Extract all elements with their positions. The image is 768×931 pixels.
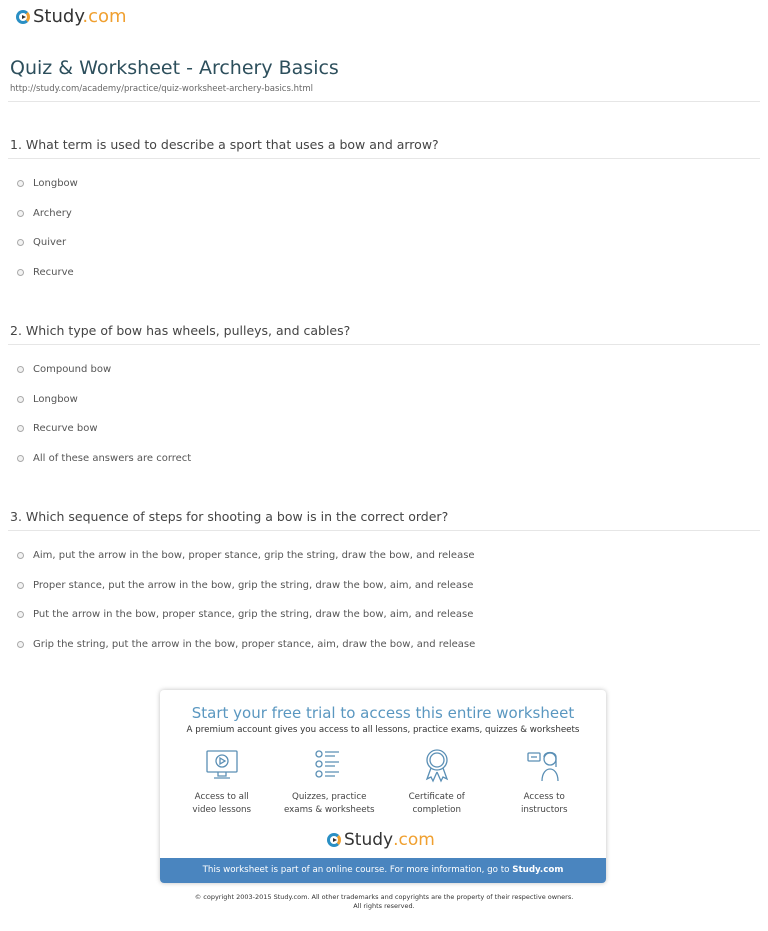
answer-option[interactable] <box>17 178 78 189</box>
answer-option[interactable] <box>17 237 66 248</box>
study-logo[interactable] <box>16 6 127 27</box>
page-url: http://study.com/academy/practice/quiz-worksheet-archery-basics.html <box>10 84 313 94</box>
radio-button[interactable] <box>17 396 24 403</box>
radio-button[interactable] <box>17 552 24 559</box>
answer-option[interactable] <box>17 394 78 405</box>
divider <box>8 101 760 102</box>
divider <box>8 158 760 159</box>
feature-certificate <box>387 747 487 817</box>
monitor-play-icon <box>204 747 240 783</box>
feature-quizzes <box>279 747 379 817</box>
radio-button[interactable] <box>17 366 24 373</box>
feature-label: Access to all <box>194 792 249 802</box>
radio-button[interactable] <box>17 425 24 432</box>
radio-button[interactable] <box>17 582 24 589</box>
question-text: 2. Which type of bow has wheels, pulleys, and cables? <box>10 323 351 338</box>
option-label: Put the arrow in the bow, proper stance, grip the string, draw the bow, aim, and release <box>33 609 474 621</box>
feature-label: instructors <box>520 805 568 815</box>
play-logo-icon <box>16 10 30 24</box>
feature-instructors <box>494 747 594 817</box>
answer-option[interactable] <box>17 453 191 464</box>
feature-label: exams & worksheets <box>283 805 375 815</box>
option-label: Compound bow <box>33 364 112 375</box>
radio-button[interactable] <box>17 210 24 217</box>
option-label: Grip the string, put the arrow in the bow, proper stance, aim, draw the bow, and release <box>33 639 476 651</box>
answer-option[interactable] <box>17 364 111 375</box>
radio-button[interactable] <box>17 641 24 648</box>
question-text: 3. Which sequence of steps for shooting a bow is in the correct order? <box>10 509 449 524</box>
copyright-line: All rights reserved. <box>353 902 415 910</box>
answer-option[interactable] <box>17 267 74 278</box>
radio-button[interactable] <box>17 180 24 187</box>
page-title: Quiz & Worksheet - Archery Basics <box>10 57 339 79</box>
play-logo-icon <box>327 833 341 847</box>
option-label: Proper stance, put the arrow in the bow, grip the string, draw the bow, aim, and release <box>33 579 474 591</box>
option-label: Quiver <box>33 237 67 249</box>
instructor-icon <box>526 747 562 783</box>
logo-name: Study <box>344 830 394 850</box>
answer-option[interactable] <box>17 208 72 219</box>
feature-video <box>172 747 272 817</box>
logo-name: Study <box>33 6 83 27</box>
feature-label: Quizzes, practice <box>292 792 367 802</box>
answer-option[interactable] <box>17 423 98 434</box>
option-label: Recurve bow <box>33 423 98 435</box>
answer-option[interactable] <box>17 580 473 591</box>
feature-label: Certificate of <box>408 792 465 802</box>
option-label: Longbow <box>33 178 78 189</box>
info-text: This worksheet is part of an online course. For more information, go to <box>202 865 513 875</box>
question-text: 1. What term is used to describe a sport that uses a bow and arrow? <box>10 137 439 152</box>
divider <box>8 344 760 345</box>
option-label: Longbow <box>33 393 78 405</box>
logo-text <box>33 6 127 27</box>
promo-study-logo[interactable] <box>327 830 435 850</box>
radio-button[interactable] <box>17 239 24 246</box>
option-label: Aim, put the arrow in the bow, proper stance, grip the string, draw the bow, and release <box>33 550 475 561</box>
answer-option[interactable] <box>17 550 475 561</box>
logo-tld: .com <box>393 830 435 850</box>
radio-button[interactable] <box>17 455 24 462</box>
free-trial-panel <box>160 690 606 883</box>
feature-label: video lessons <box>192 805 252 815</box>
radio-button[interactable] <box>17 269 24 276</box>
radio-button[interactable] <box>17 611 24 618</box>
copyright <box>0 893 768 911</box>
list-icon <box>311 747 347 783</box>
feature-label: Access to <box>523 792 565 802</box>
option-label: All of these answers are correct <box>33 453 192 465</box>
info-bar <box>160 858 606 883</box>
option-label: Archery <box>33 207 72 219</box>
answer-option[interactable] <box>17 639 475 650</box>
promo-title: Start your free trial to access this entire worksheet <box>191 704 575 722</box>
feature-label: completion <box>412 805 461 815</box>
certificate-icon <box>419 747 455 783</box>
divider <box>8 530 760 531</box>
logo-tld: .com <box>82 6 127 27</box>
copyright-line: © copyright 2003-2015 Study.com. All other trademarks and copyrights are the property of their respective owners. <box>194 893 574 901</box>
option-label: Recurve <box>33 267 74 279</box>
answer-option[interactable] <box>17 609 473 620</box>
study-link[interactable]: Study.com <box>512 865 564 875</box>
promo-subtitle: A premium account gives you access to all lessons, practice exams, quizzes & worksheets <box>186 725 580 735</box>
